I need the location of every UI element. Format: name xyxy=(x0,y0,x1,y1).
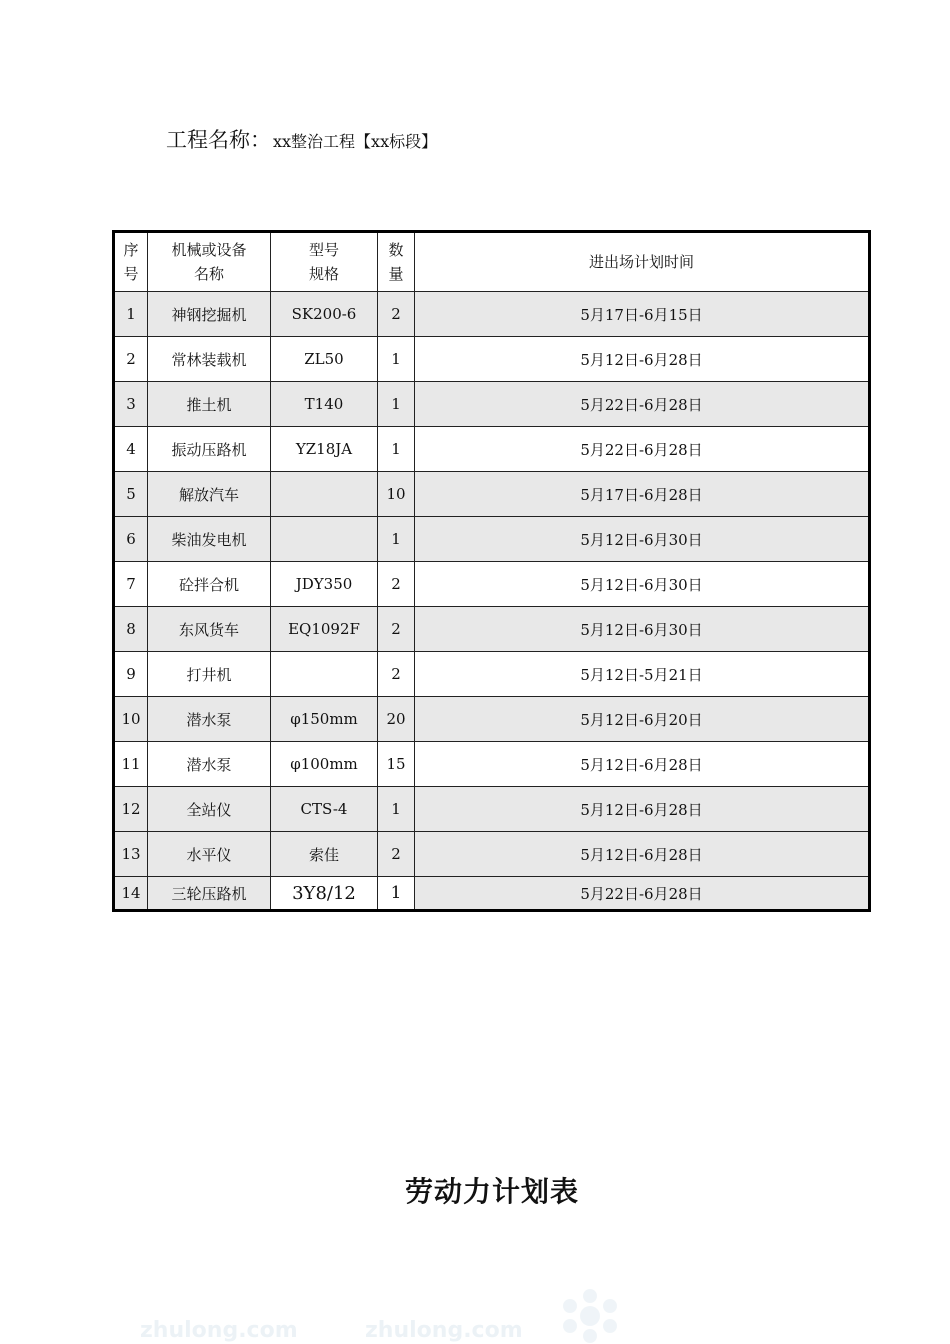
cell-time: 5月12日-6月28日 xyxy=(415,787,870,832)
cell-qty: 1 xyxy=(378,427,415,472)
cell-model: ZL50 xyxy=(271,337,378,382)
cell-model xyxy=(271,652,378,697)
cell-time: 5月17日-6月15日 xyxy=(415,292,870,337)
cell-time: 5月22日-6月28日 xyxy=(415,427,870,472)
cell-time: 5月17日-6月28日 xyxy=(415,472,870,517)
table-row xyxy=(114,787,870,832)
header-name-line1: 机械或设备 xyxy=(171,241,247,259)
cell-model: 索佳 xyxy=(271,832,378,877)
cell-qty: 1 xyxy=(378,877,415,911)
header-index-line1: 序 xyxy=(123,241,139,259)
table-row xyxy=(114,382,870,427)
cell-name: 常林装载机 xyxy=(148,337,271,382)
cell-name: 东风货车 xyxy=(148,607,271,652)
cell-qty: 10 xyxy=(378,472,415,517)
cell-no: 13 xyxy=(114,832,148,877)
cell-no: 6 xyxy=(114,517,148,562)
cell-model: YZ18JA xyxy=(271,427,378,472)
cell-time: 5月12日-6月30日 xyxy=(415,517,870,562)
cell-time: 5月12日-6月28日 xyxy=(415,742,870,787)
cell-model: CTS-4 xyxy=(271,787,378,832)
cell-time: 5月12日-6月20日 xyxy=(415,697,870,742)
header-name-line2: 名称 xyxy=(193,265,224,283)
cell-name: 振动压路机 xyxy=(148,427,271,472)
cell-model: JDY350 xyxy=(271,562,378,607)
watermark-text-2: zhulong.com xyxy=(365,1318,523,1343)
table-row xyxy=(114,562,870,607)
cell-qty: 1 xyxy=(378,337,415,382)
project-name-line xyxy=(166,124,437,154)
cell-qty: 1 xyxy=(378,517,415,562)
cell-no: 2 xyxy=(114,337,148,382)
cell-model: EQ1092F xyxy=(271,607,378,652)
cell-qty: 15 xyxy=(378,742,415,787)
header-index-line2: 号 xyxy=(123,265,139,283)
table-row xyxy=(114,697,870,742)
cell-qty: 2 xyxy=(378,832,415,877)
cell-no: 1 xyxy=(114,292,148,337)
cell-name: 解放汽车 xyxy=(148,472,271,517)
cell-name: 潜水泵 xyxy=(148,697,271,742)
cell-qty: 2 xyxy=(378,607,415,652)
cell-name: 三轮压路机 xyxy=(148,877,271,911)
header-qty-line2: 量 xyxy=(388,265,404,283)
cell-qty: 2 xyxy=(378,652,415,697)
cell-model: φ150mm xyxy=(271,697,378,742)
cell-no: 9 xyxy=(114,652,148,697)
cell-no: 12 xyxy=(114,787,148,832)
cell-time: 5月22日-6月28日 xyxy=(415,382,870,427)
cell-name: 全站仪 xyxy=(148,787,271,832)
watermark-logo-icon xyxy=(555,1288,625,1344)
cell-name: 推土机 xyxy=(148,382,271,427)
table-row xyxy=(114,472,870,517)
header-schedule: 进出场计划时间 xyxy=(415,232,870,292)
cell-model: φ100mm xyxy=(271,742,378,787)
cell-model xyxy=(271,517,378,562)
watermark xyxy=(130,1300,830,1344)
cell-no: 11 xyxy=(114,742,148,787)
header-qty xyxy=(378,232,415,292)
watermark-text-1: zhulong.com xyxy=(140,1318,298,1343)
cell-name: 打井机 xyxy=(148,652,271,697)
cell-qty: 2 xyxy=(378,562,415,607)
cell-time: 5月12日-6月28日 xyxy=(415,337,870,382)
cell-qty: 2 xyxy=(378,292,415,337)
table-row xyxy=(114,517,870,562)
cell-model: SK200-6 xyxy=(271,292,378,337)
cell-time: 5月12日-6月30日 xyxy=(415,562,870,607)
header-model-line1: 型号 xyxy=(308,241,339,259)
cell-no: 7 xyxy=(114,562,148,607)
cell-no: 8 xyxy=(114,607,148,652)
cell-name: 神钢挖掘机 xyxy=(148,292,271,337)
cell-model xyxy=(271,472,378,517)
table-row xyxy=(114,607,870,652)
header-index xyxy=(114,232,148,292)
cell-no: 5 xyxy=(114,472,148,517)
cell-time: 5月22日-6月28日 xyxy=(415,877,870,911)
table-row xyxy=(114,652,870,697)
cell-time: 5月12日-5月21日 xyxy=(415,652,870,697)
cell-name: 砼拌合机 xyxy=(148,562,271,607)
table-row xyxy=(114,877,870,911)
cell-no: 3 xyxy=(114,382,148,427)
cell-qty: 20 xyxy=(378,697,415,742)
header-model-line2: 规格 xyxy=(308,265,339,283)
cell-model: T140 xyxy=(271,382,378,427)
project-name-value: xx整治工程【xx标段】 xyxy=(273,132,438,151)
cell-name: 水平仪 xyxy=(148,832,271,877)
cell-no: 4 xyxy=(114,427,148,472)
cell-qty: 1 xyxy=(378,787,415,832)
header-qty-line1: 数 xyxy=(388,241,404,259)
cell-name: 潜水泵 xyxy=(148,742,271,787)
cell-no: 10 xyxy=(114,697,148,742)
header-name xyxy=(148,232,271,292)
cell-time: 5月12日-6月30日 xyxy=(415,607,870,652)
table-row xyxy=(114,337,870,382)
cell-no: 14 xyxy=(114,877,148,911)
labor-plan-title: 劳动力计划表 xyxy=(404,1175,579,1208)
table-row xyxy=(114,427,870,472)
project-name-label: 工程名称： xyxy=(166,128,271,152)
equipment-schedule-table xyxy=(112,230,871,912)
header-model xyxy=(271,232,378,292)
table-row xyxy=(114,832,870,877)
table-row xyxy=(114,742,870,787)
cell-qty: 1 xyxy=(378,382,415,427)
cell-model: 3Y8/12 xyxy=(271,877,378,911)
table-header-row xyxy=(114,232,870,292)
cell-time: 5月12日-6月28日 xyxy=(415,832,870,877)
cell-name: 柴油发电机 xyxy=(148,517,271,562)
table-row xyxy=(114,292,870,337)
